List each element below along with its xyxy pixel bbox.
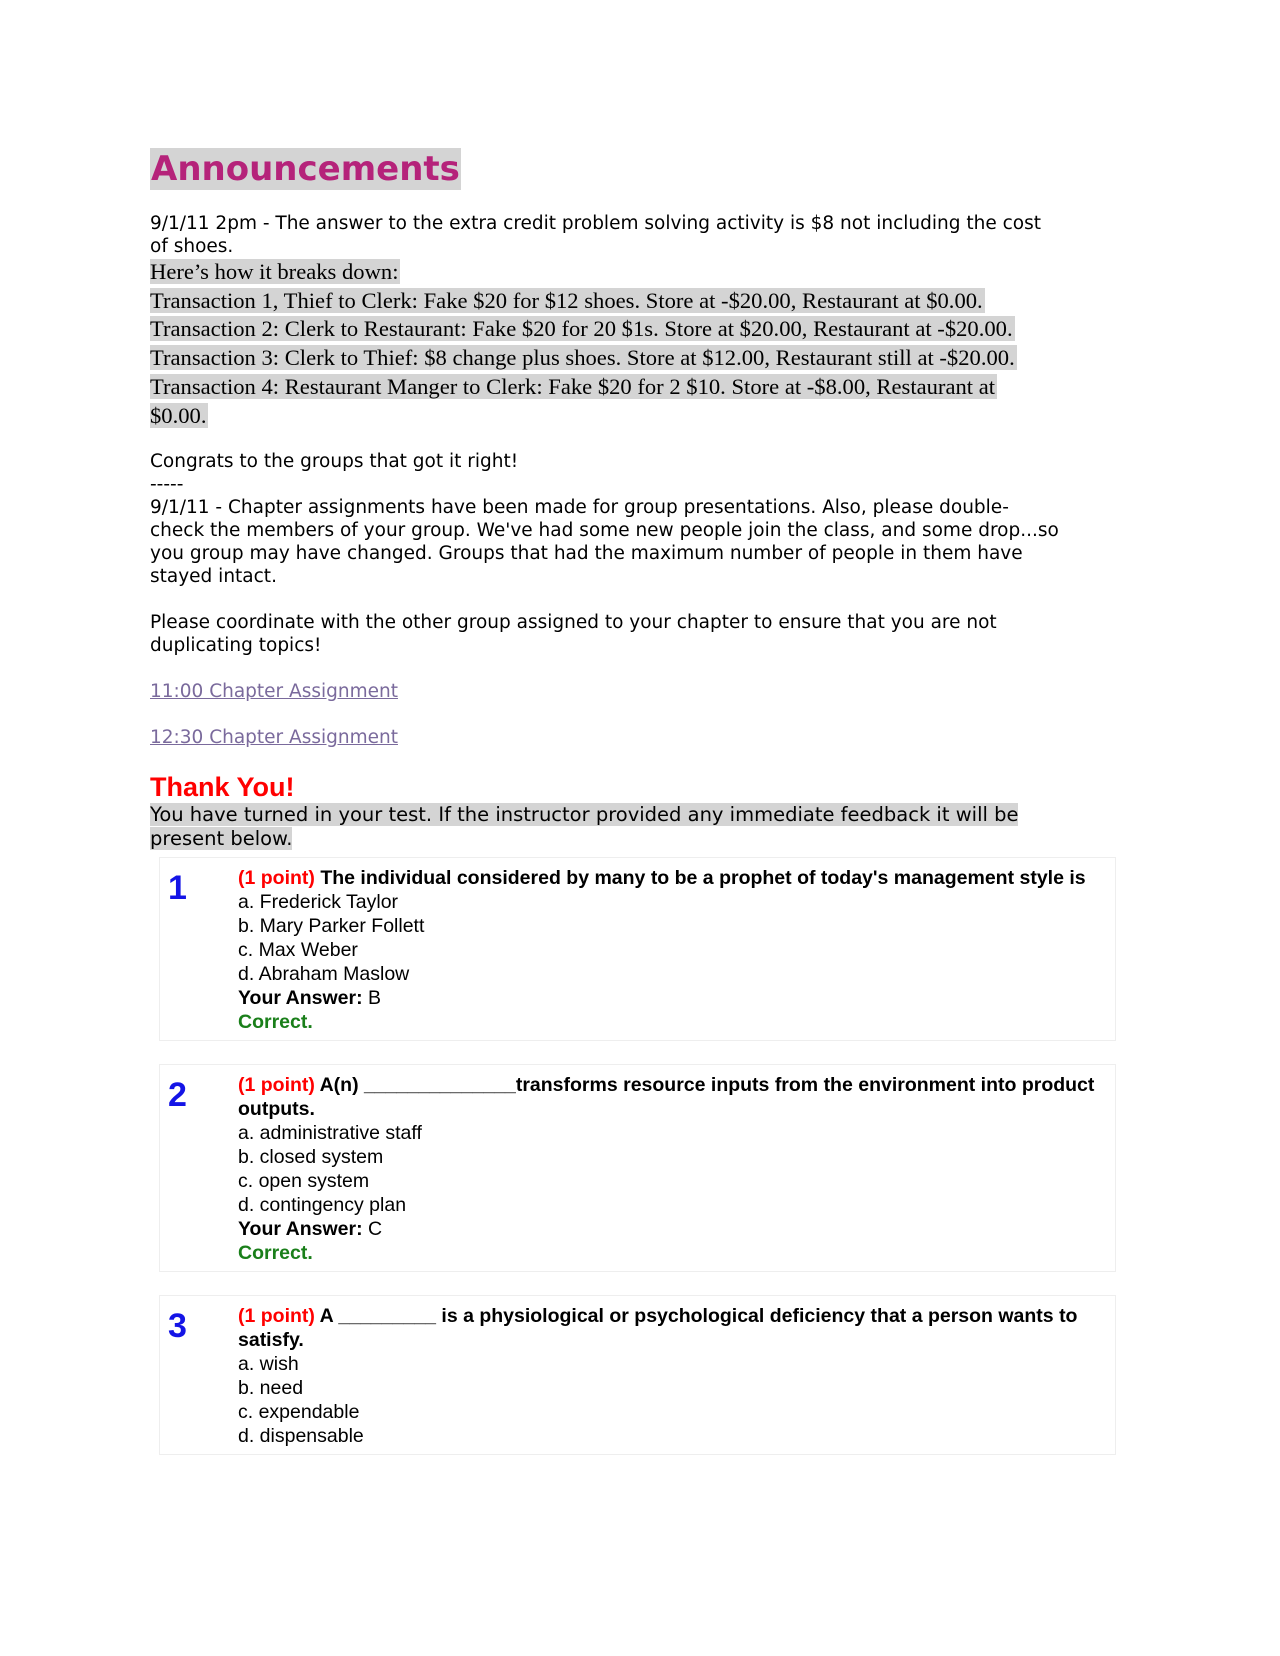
thank-you-heading: Thank You! [150, 772, 295, 803]
coordinate-line1: Please coordinate with the other group assigned to your chapter to ensure that you are not [150, 612, 997, 634]
question-3 [159, 1295, 1116, 1455]
your-answer-label: Your Answer: [238, 987, 363, 1010]
transaction-4: Transaction 4: Restaurant Manger to Clerk: Fake $20 for 2 $10. Store at -$8.00, Restaurant at [150, 373, 996, 399]
content [150, 148, 1135, 1455]
option-d: d. dispensable [238, 1425, 364, 1448]
option-a: a. wish [238, 1353, 299, 1376]
result-badge: Correct. [238, 1242, 313, 1265]
chapter-assignment-1100-link[interactable]: 11:00 Chapter Assignment [150, 681, 398, 703]
question-points: (1 point) [238, 1305, 315, 1328]
question-2 [159, 1064, 1116, 1272]
result-badge: Correct. [238, 1011, 313, 1034]
option-c: c. Max Weber [238, 939, 358, 962]
chapter-assignment-1230-link[interactable]: 12:30 Chapter Assignment [150, 727, 398, 749]
congrats-text: Congrats to the groups that got it right! [150, 451, 519, 473]
question-1 [159, 857, 1116, 1041]
post2-line3: you group may have changed. Groups that had the maximum number of people in them have [150, 543, 1023, 565]
option-d: d. Abraham Maslow [238, 963, 410, 986]
breakdown-title: Here’s how it breaks down: [150, 259, 399, 284]
your-answer-value: C [362, 1218, 383, 1241]
post2-line2: check the members of your group. We've had some new people join the class, and some drop...so [150, 520, 1059, 542]
option-a: a. administrative staff [238, 1122, 422, 1145]
your-answer-label: Your Answer: [238, 1218, 363, 1241]
question-number: 2 [168, 1076, 187, 1115]
post1-line2: of shoes. [150, 236, 234, 257]
option-d: d. contingency plan [238, 1194, 407, 1217]
intro-line1: You have turned in your test. If the instructor provided any immediate feedback it will be [150, 803, 1019, 827]
transaction-3: Transaction 3: Clerk to Thief: $8 change plus shoes. Store at $12.00, Restaurant still at -$20.00. [150, 345, 1015, 371]
announcements-heading: Announcements [151, 149, 460, 189]
question-number: 1 [168, 869, 187, 908]
question-points: (1 point) [238, 1074, 315, 1097]
question-points: (1 point) [238, 867, 315, 890]
intro-line2: present below. [150, 827, 293, 851]
transaction-1: Transaction 1, Thief to Clerk: Fake $20 for $12 shoes. Store at -$20.00, Restaurant at $0.00. [150, 287, 983, 313]
option-b: b. need [238, 1377, 304, 1400]
option-b: b. Mary Parker Follett [238, 915, 425, 938]
option-c: c. expendable [238, 1401, 360, 1424]
option-b: b. closed system [238, 1146, 384, 1169]
post2-line1: 9/1/11 - Chapter assignments have been made for group presentations. Also, please double- [150, 497, 1009, 519]
question-number: 3 [168, 1307, 187, 1346]
question-text: A _________ is a physiological or psychological deficiency that a person wants to satisfy. [238, 1305, 1078, 1352]
transaction-4-cont: $0.00. [150, 402, 207, 428]
option-c: c. open system [238, 1170, 370, 1193]
transaction-2: Transaction 2: Clerk to Restaurant: Fake $20 for 20 $1s. Store at $20.00, Restaurant at -$20.00. [150, 316, 1013, 342]
separator: ----- [150, 474, 184, 496]
coordinate-line2: duplicating topics! [150, 635, 322, 657]
post1-line1: 9/1/11 2pm - The answer to the extra credit problem solving activity is $8 not including the cost [150, 213, 1041, 234]
breakdown [150, 258, 1135, 430]
question-text: The individual considered by many to be a prophet of today's management style is [314, 867, 1086, 890]
your-answer-value: B [362, 987, 382, 1010]
post2-line4: stayed intact. [150, 566, 277, 588]
option-a: a. Frederick Taylor [238, 891, 399, 914]
question-text: A(n) ______________transforms resource inputs from the environment into product outputs. [238, 1074, 1095, 1121]
